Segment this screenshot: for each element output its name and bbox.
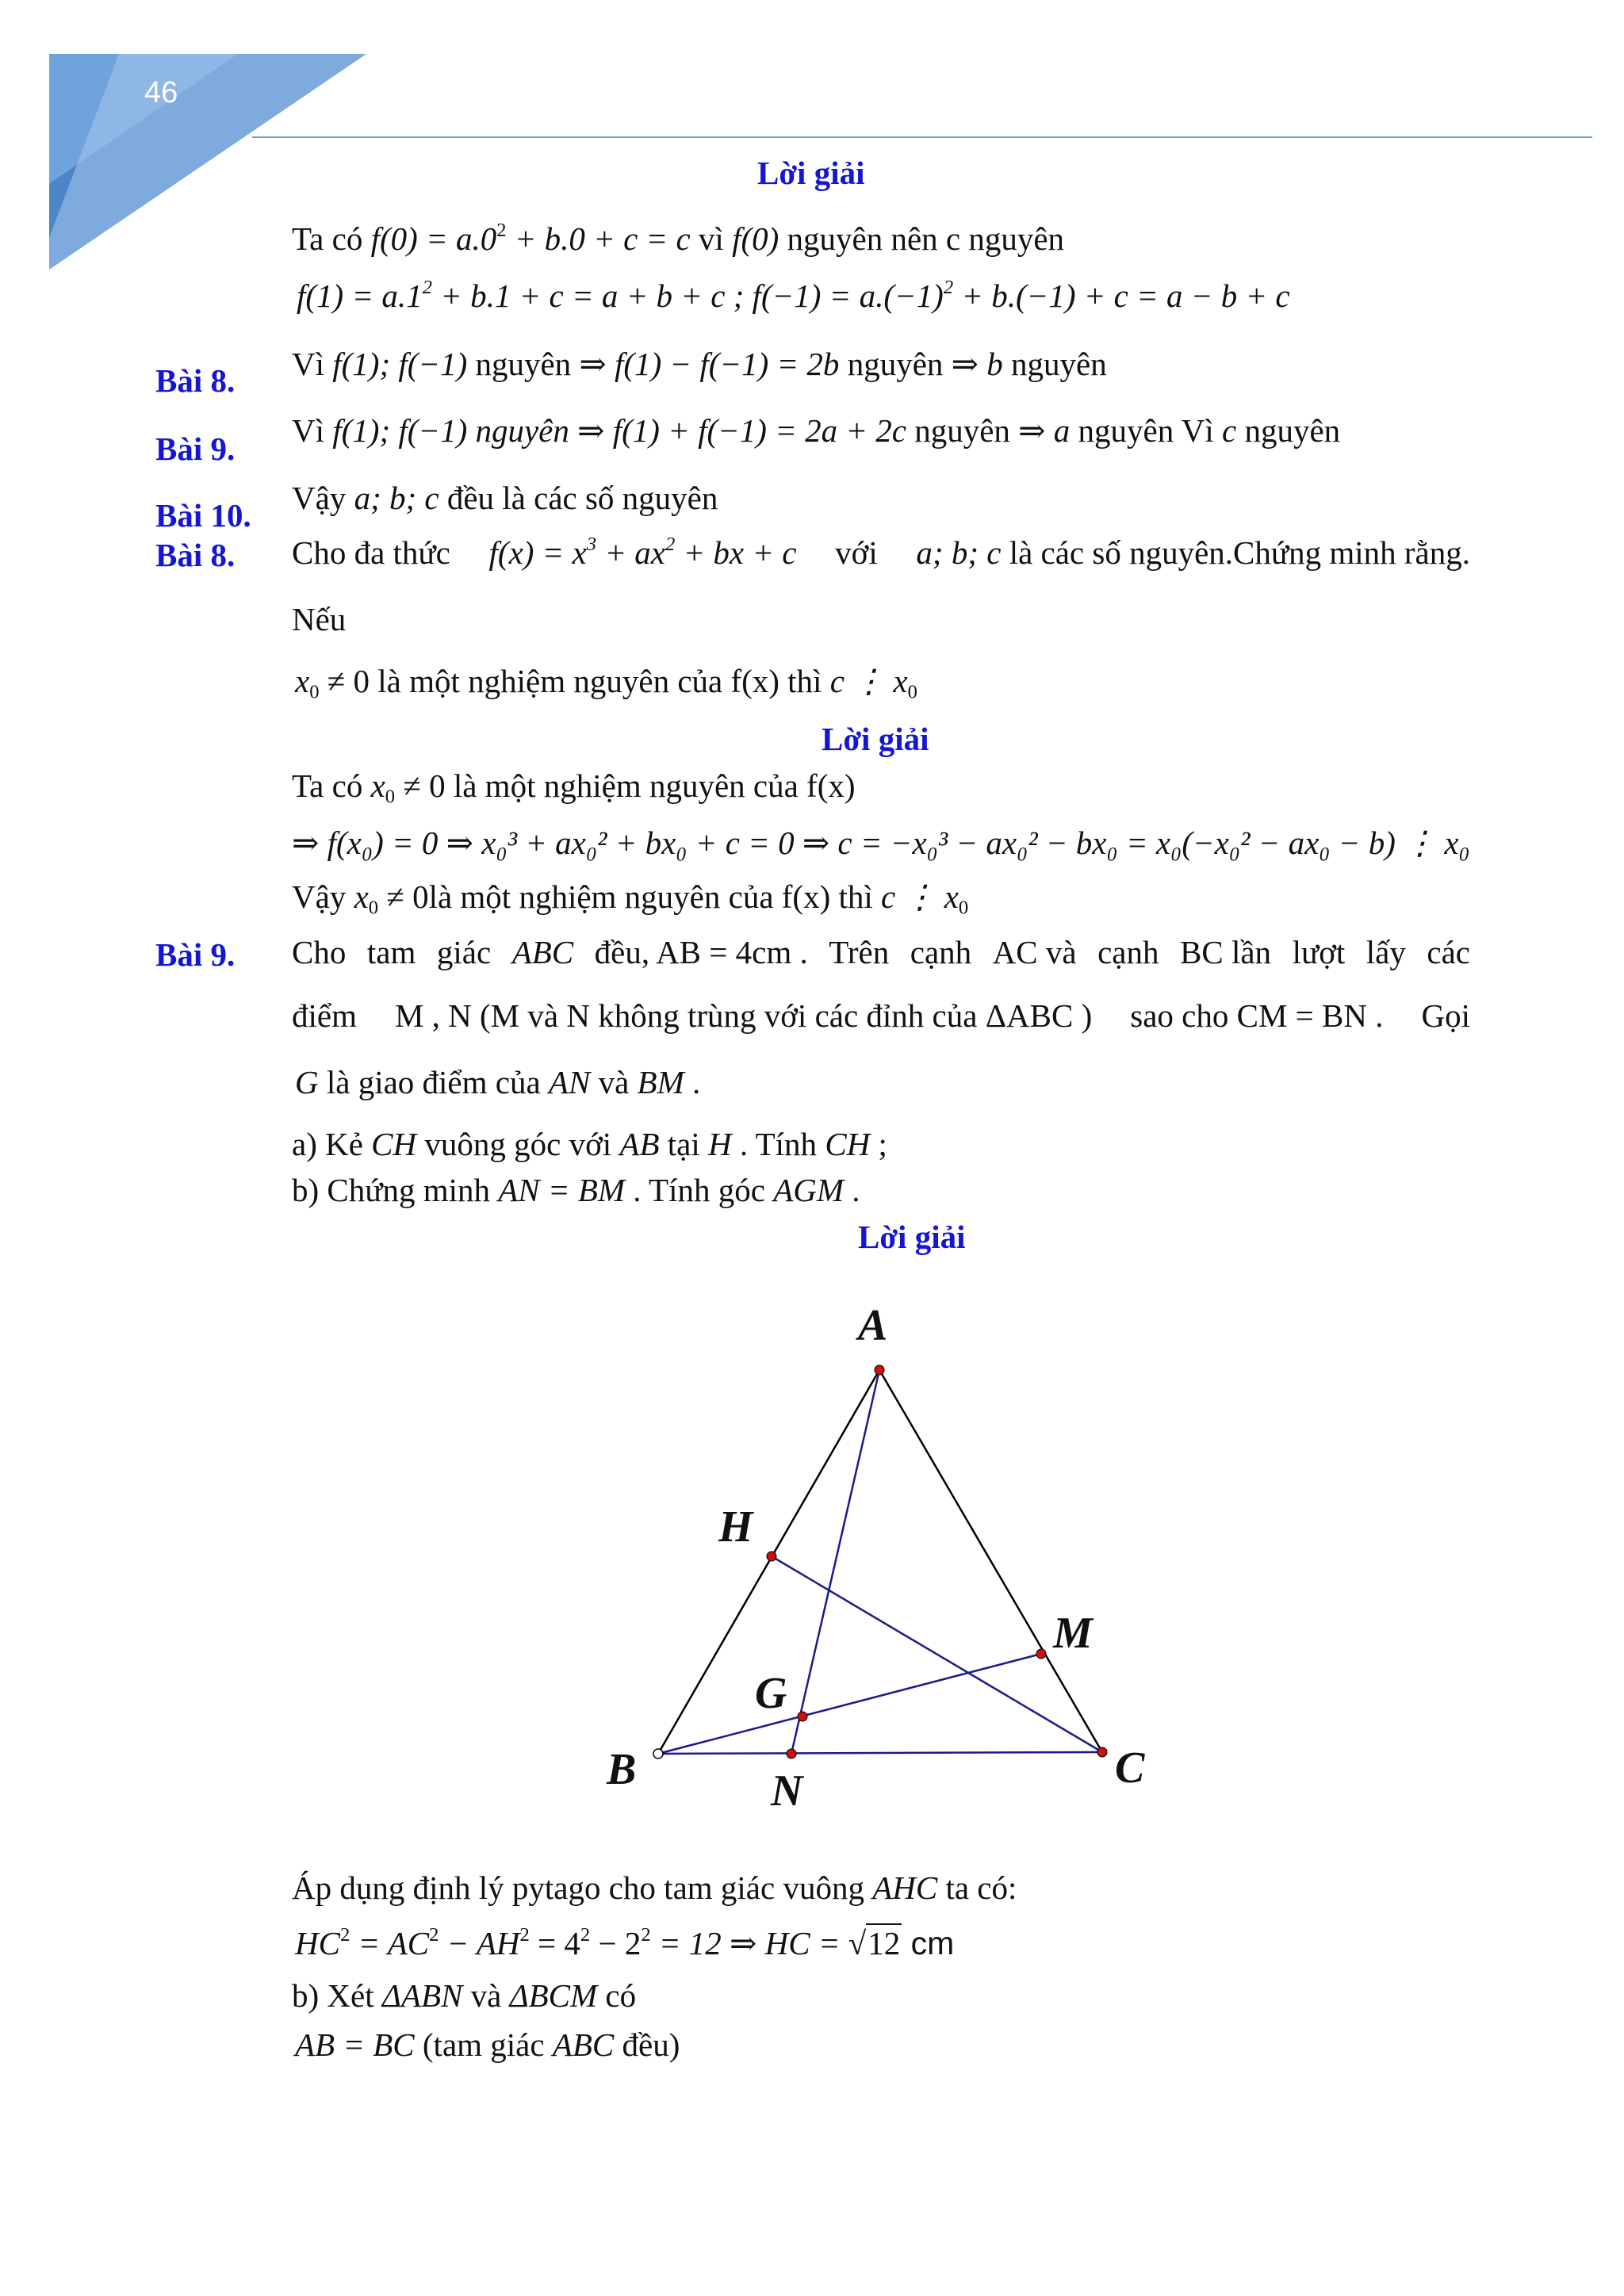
problem8-line2: Nếu: [292, 601, 347, 637]
segment-an: [791, 1370, 879, 1754]
sol1-line3: Vì f(1); f(−1) nguyên ⇒ f(1) − f(−1) = 2b nguyên ⇒ b nguyên: [292, 346, 1107, 382]
sol1-line5: Vậy a; b; c đều là các số nguyên: [292, 480, 718, 516]
label-bai8-b: Bài 8.: [155, 537, 236, 573]
label-h: H: [718, 1502, 753, 1552]
solution-heading-1: Lời giải: [757, 155, 865, 191]
problem9-part-b: b) Chứng minh AN = BM . Tính góc AGM .: [292, 1172, 860, 1208]
problem8-line1: Cho đa thức $f(x) = x^3 + ax^2$ + bx + c với a; b; c là các số nguyên.Chứng minh rằng.: [292, 533, 1470, 571]
point-a: [875, 1365, 884, 1375]
sol1-line1: Ta có $f(0) = a.0^2 + b.0 + c = c$ vì f(0) nguyên nên c nguyên: [292, 219, 1065, 257]
edge-bc: [658, 1752, 1102, 1754]
sol2-line1: Ta có $x_0 \ne 0$ là một nghiệm nguyên của f(x): [292, 767, 856, 808]
sol3-line2: $HC^2 = AC^2 - AH^2 = 4^2 - 2^2 = 12$ ⇒ HC = √12 cm: [295, 1923, 955, 1961]
label-b: B: [607, 1745, 637, 1794]
header-rule: [252, 136, 1592, 138]
problem9-line3: G là giao điểm của AN và BM .: [295, 1064, 701, 1100]
sol2-line2: ⇒ f(x₀) = 0 ⇒ x₀³ + ax₀² + bx₀ + c = 0 ⇒ c = −x₀³ − ax₀² − bx₀ = x₀(−x₀² − ax₀ − b) ⋮ x₀: [292, 825, 1470, 861]
label-n: N: [771, 1766, 803, 1816]
label-m: M: [1053, 1609, 1093, 1658]
point-h: [767, 1552, 776, 1561]
sol1-line4: Vì f(1); f(−1) nguyên ⇒ f(1) + f(−1) = 2a + 2c nguyên ⇒ a nguyên Vì c nguyên: [292, 412, 1341, 449]
label-c: C: [1115, 1743, 1145, 1793]
label-bai10: Bài 10.: [155, 497, 251, 534]
label-g: G: [755, 1669, 787, 1718]
solution-heading-3: Lời giải: [858, 1219, 966, 1255]
problem9-line1: Cho tam giác ABC đều, AB = 4cm . Trên cạnh AC và cạnh BC lần lượt lấy các: [292, 934, 1470, 970]
page-number: 46: [144, 76, 178, 109]
sol2-line3: Vậy $x_0$ ≠ 0là một nghiệm nguyên của f(x) thì c ⋮ $x_0$: [292, 878, 969, 919]
label-bai9-a: Bài 9.: [155, 430, 236, 467]
segment-bm: [658, 1654, 1041, 1754]
sol3-line1: Áp dụng định lý pytago cho tam giác vuông AHC ta có:: [292, 1869, 1017, 1906]
solution-heading-2: Lời giải: [822, 721, 929, 757]
sol1-line2: $f(1) = a.1^2 + b.1 + c = a + b + c$ ; $f(-1) = a.(-1)^2 + b.(-1) + c = a - b + c$: [297, 276, 1290, 314]
edge-ca: [879, 1370, 1102, 1752]
sol3-line3: b) Xét ΔABN và ΔBCM có: [292, 1977, 637, 2014]
point-g: [798, 1712, 807, 1721]
point-b: [653, 1749, 663, 1758]
point-c: [1097, 1747, 1107, 1757]
triangle-figure: [587, 1292, 1189, 1831]
sol3-line4: AB = BC (tam giác ABC đều): [295, 2026, 680, 2063]
label-a: A: [858, 1301, 888, 1350]
problem9-part-a: a) Kẻ CH vuông góc với AB tại H . Tính CH ;: [292, 1126, 887, 1162]
label-bai9-b: Bài 9.: [155, 936, 236, 973]
problem8-line3: $x_0 \ne 0$ là một nghiệm nguyên của f(x) thì c ⋮ $x_0$: [295, 663, 917, 703]
point-n: [787, 1749, 796, 1758]
point-m: [1036, 1649, 1046, 1659]
label-bai8-a: Bài 8.: [155, 362, 236, 399]
problem9-line2: điểm M , N (M và N không trùng với các đỉnh của ΔABC ) sao cho CM = BN . Gọi: [292, 997, 1470, 1034]
